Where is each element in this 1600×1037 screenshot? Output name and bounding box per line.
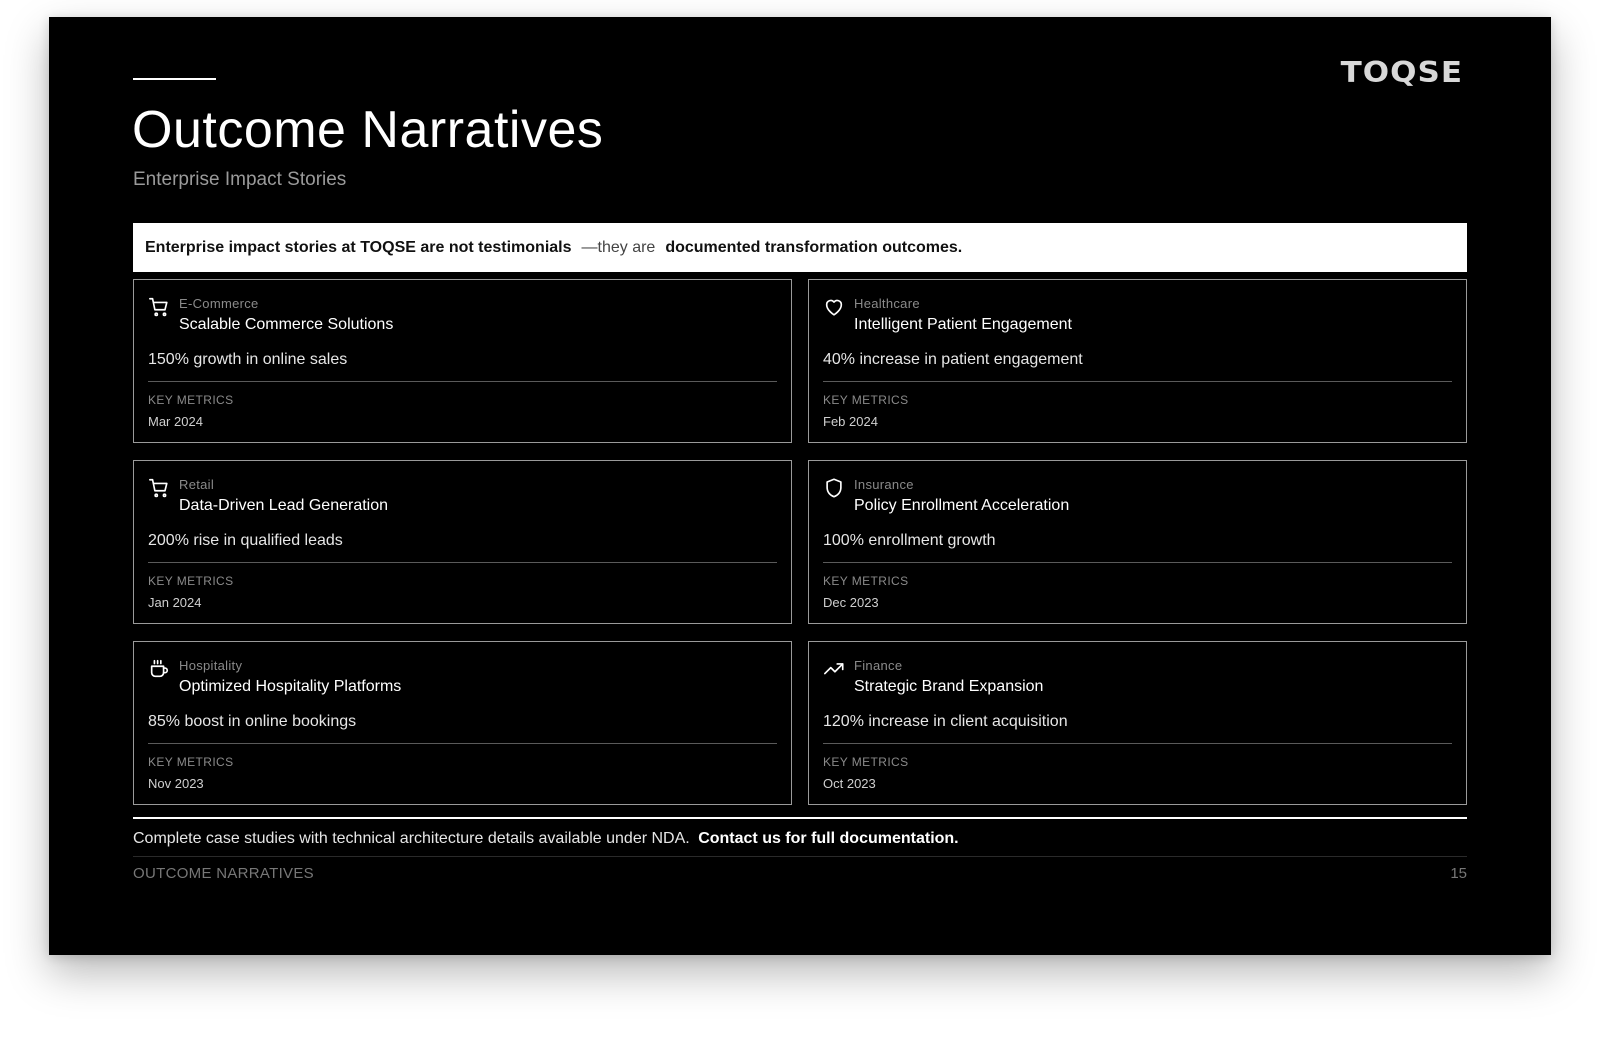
card-metric: 85% boost in online bookings bbox=[148, 713, 357, 730]
card-metric-label: KEY METRICS bbox=[148, 393, 234, 407]
slide bbox=[49, 17, 1551, 955]
card-metric-label: KEY METRICS bbox=[823, 393, 909, 407]
card-title: Policy Enrollment Acceleration bbox=[854, 497, 1070, 514]
card-divider bbox=[148, 381, 777, 382]
card-metric: 200% rise in qualified leads bbox=[148, 532, 343, 549]
intro-text-connector: —they are bbox=[581, 238, 656, 256]
card-title: Intelligent Patient Engagement bbox=[854, 316, 1072, 333]
card-date: Feb 2024 bbox=[823, 414, 878, 429]
outcome-card-healthcare bbox=[808, 279, 1467, 443]
brand-logo: TOQSE bbox=[1340, 56, 1463, 90]
card-date: Jan 2024 bbox=[148, 595, 202, 610]
page-number: 15 bbox=[1450, 865, 1467, 882]
card-title: Strategic Brand Expansion bbox=[854, 678, 1044, 695]
card-category: Hospitality bbox=[179, 658, 243, 673]
card-metric: 100% enrollment growth bbox=[823, 532, 996, 549]
title-accent-rule bbox=[133, 78, 216, 80]
card-date: Mar 2024 bbox=[148, 414, 203, 429]
card-category: Finance bbox=[854, 658, 903, 673]
contact-cta-link[interactable]: Contact us for full documentation. bbox=[698, 830, 959, 847]
heart-icon bbox=[823, 296, 845, 318]
shopping-cart-icon bbox=[148, 296, 170, 318]
trending-up-icon bbox=[823, 658, 845, 680]
card-date: Nov 2023 bbox=[148, 776, 204, 791]
outcome-card-hospitality bbox=[133, 641, 792, 805]
card-metric-label: KEY METRICS bbox=[823, 574, 909, 588]
card-metric-label: KEY METRICS bbox=[148, 755, 234, 769]
intro-text-emphasis: documented transformation outcomes. bbox=[665, 238, 963, 256]
page-title: Outcome Narratives bbox=[132, 101, 604, 159]
card-divider bbox=[148, 562, 777, 563]
card-category: E-Commerce bbox=[179, 296, 259, 311]
card-divider bbox=[823, 562, 1452, 563]
card-divider bbox=[823, 381, 1452, 382]
intro-text-lead: Enterprise impact stories at TOQSE are not testimonials bbox=[145, 238, 572, 256]
card-category: Retail bbox=[179, 477, 215, 492]
outcome-card-finance bbox=[808, 641, 1467, 805]
card-metric: 120% increase in client acquisition bbox=[823, 713, 1068, 730]
card-metric: 40% increase in patient engagement bbox=[823, 351, 1083, 368]
card-divider bbox=[148, 743, 777, 744]
outcome-card-retail bbox=[133, 460, 792, 624]
card-divider bbox=[823, 743, 1452, 744]
page-subtitle: Enterprise Impact Stories bbox=[133, 169, 347, 190]
card-date: Oct 2023 bbox=[823, 776, 876, 791]
shield-icon bbox=[823, 477, 845, 499]
shopping-cart-icon bbox=[148, 477, 170, 499]
intro-banner bbox=[133, 223, 1467, 272]
card-category: Insurance bbox=[854, 477, 914, 492]
card-title: Scalable Commerce Solutions bbox=[179, 316, 394, 333]
card-metric-label: KEY METRICS bbox=[823, 755, 909, 769]
footer-note bbox=[133, 830, 959, 848]
outcome-card-insurance bbox=[808, 460, 1467, 624]
outcome-card-ecommerce bbox=[133, 279, 792, 443]
card-date: Dec 2023 bbox=[823, 595, 879, 610]
coffee-cup-icon bbox=[148, 658, 170, 680]
card-title: Optimized Hospitality Platforms bbox=[179, 678, 402, 695]
footer-note-text: Complete case studies with technical architecture details available under NDA. bbox=[133, 830, 690, 847]
card-metric: 150% growth in online sales bbox=[148, 351, 348, 368]
card-metric-label: KEY METRICS bbox=[148, 574, 234, 588]
outcome-cards-grid bbox=[133, 279, 1467, 805]
footer-thin-divider bbox=[133, 856, 1467, 857]
card-category: Healthcare bbox=[854, 296, 920, 311]
footer-section-label: OUTCOME NARRATIVES bbox=[133, 865, 314, 882]
card-title: Data-Driven Lead Generation bbox=[179, 497, 389, 514]
footer-divider bbox=[133, 817, 1467, 819]
